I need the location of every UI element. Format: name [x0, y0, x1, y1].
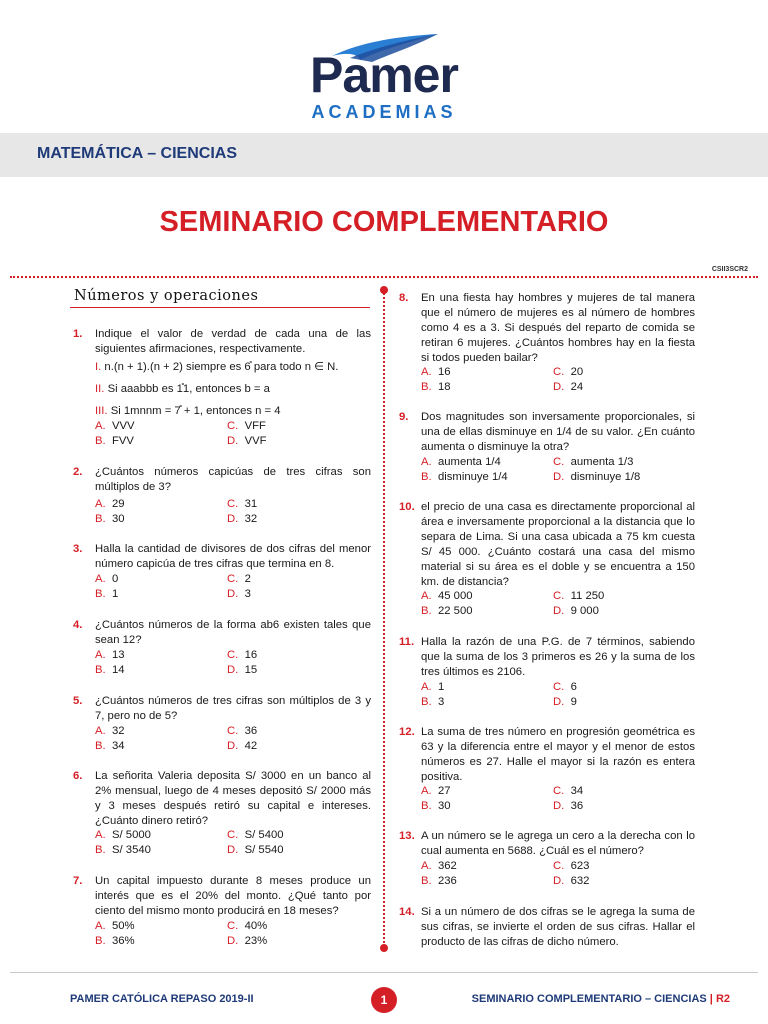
answer-option — [227, 934, 267, 949]
answer-option — [553, 380, 583, 395]
option-value: disminuye 1/8 — [570, 471, 641, 483]
answer-option — [421, 695, 444, 710]
answer-option — [227, 587, 251, 602]
answer-option — [227, 828, 284, 843]
option-letter: C. — [227, 498, 239, 510]
top-divider — [10, 276, 758, 278]
option-letter: A. — [95, 498, 106, 510]
answer-option — [227, 919, 267, 934]
question-1 — [73, 327, 371, 449]
answer-option — [421, 604, 473, 619]
question-4 — [73, 618, 371, 678]
answer-option — [95, 919, 135, 934]
question-number: 5. — [73, 695, 83, 707]
option-value: disminuye 1/4 — [437, 471, 508, 483]
option-value: 3 — [244, 588, 251, 600]
answer-option — [227, 497, 257, 512]
option-letter: B. — [421, 471, 432, 483]
option-value: VVV — [111, 420, 135, 432]
option-letter: D. — [553, 471, 565, 483]
page-number: 1 — [371, 987, 397, 1013]
answer-option — [421, 784, 451, 799]
question-text: Dos magnitudes son inversamente proporcionales, si una de ellas disminuye en 1/4 de su valor. ¿En cuánto aumenta o disminuye la otra? — [421, 411, 695, 453]
option-letter: B. — [421, 696, 432, 708]
option-value: 1 — [437, 681, 445, 693]
option-value: 22 500 — [437, 605, 473, 617]
option-value: 30 — [437, 800, 451, 812]
answer-option — [227, 663, 257, 678]
option-letter: D. — [553, 875, 565, 887]
option-letter: B. — [421, 605, 432, 617]
option-value: 3 — [437, 696, 445, 708]
question-number: 9. — [399, 411, 409, 423]
document-code: CSII3SCR2 — [711, 266, 748, 273]
option-value: VFF — [244, 420, 266, 432]
option-letter: D. — [553, 381, 565, 393]
option-letter: C. — [553, 681, 565, 693]
statement-text: Si aaabbb es 1̊1, entonces b = a — [107, 383, 270, 395]
option-value: 2 — [244, 573, 251, 585]
statement-3 — [95, 404, 281, 419]
option-value: S/ 5540 — [244, 844, 284, 856]
answer-option — [95, 572, 118, 587]
subject-label: MATEMÁTICA – CIENCIAS — [37, 145, 237, 162]
option-letter: D. — [553, 605, 565, 617]
subject-band — [0, 133, 768, 177]
answer-option — [553, 695, 577, 710]
option-value: 31 — [244, 498, 258, 510]
question-text: ¿Cuántos números de la forma ab6 existen tales que sean 12? — [95, 619, 371, 646]
option-value: 23% — [244, 935, 268, 947]
option-letter: A. — [95, 829, 106, 841]
answer-option — [553, 799, 583, 814]
statement-2 — [95, 382, 270, 397]
option-letter: C. — [553, 366, 565, 378]
option-letter: A. — [421, 590, 432, 602]
option-letter: B. — [95, 935, 106, 947]
option-value: 45 000 — [437, 590, 473, 602]
option-letter: B. — [421, 875, 432, 887]
divider-dot-bottom — [380, 944, 388, 952]
answer-option — [95, 724, 125, 739]
option-letter: B. — [95, 664, 106, 676]
question-number: 3. — [73, 543, 83, 555]
option-letter: C. — [227, 573, 239, 585]
answer-option — [95, 663, 125, 678]
question-5 — [73, 694, 371, 754]
option-letter: D. — [227, 935, 239, 947]
answer-option — [421, 365, 451, 380]
option-letter: C. — [227, 725, 239, 737]
answer-option — [553, 365, 583, 380]
option-letter: C. — [227, 420, 239, 432]
question-text: Si a un número de dos cifras se le agrega la suma de sus cifras, se invierte el orden de sus cifras. Hallar el producto de las cifras de dicho número. — [421, 906, 695, 948]
answer-option — [553, 680, 577, 695]
option-value: S/ 3540 — [111, 844, 151, 856]
question-text: ¿Cuántos números capicúas de tres cifras son múltiplos de 3? — [95, 466, 371, 493]
statement-label: II. — [95, 383, 105, 395]
option-letter: D. — [227, 513, 239, 525]
footer-section-label: SEMINARIO COMPLEMENTARIO – CIENCIAS — [471, 993, 707, 1005]
option-value: FVV — [111, 435, 134, 447]
question-text: Halla la cantidad de divisores de dos cifras del menor número capicúa de tres cifras que termina en 8. — [95, 543, 371, 570]
answer-option — [95, 828, 151, 843]
question-text: Indique el valor de verdad de cada una de las siguientes afirmaciones, respectivamente. — [95, 328, 371, 355]
column-divider — [383, 290, 385, 950]
option-value: 50% — [111, 920, 135, 932]
question-10 — [399, 500, 695, 619]
question-number: 1. — [73, 328, 83, 340]
question-text: ¿Cuántos números de tres cifras son múltiplos de 3 y 7, pero no de 5? — [95, 695, 371, 722]
answer-option — [95, 934, 135, 949]
question-9 — [399, 410, 695, 485]
option-letter: D. — [227, 664, 239, 676]
option-value: 32 — [111, 725, 125, 737]
question-text: Un capital impuesto durante 8 meses produce un interés que es el 20% del monto. ¿Qué tanto por ciento del mismo monto producirá en 18 meses? — [95, 875, 371, 917]
option-letter: C. — [553, 590, 565, 602]
logo-subtitle: ACADEMIAS — [311, 102, 457, 122]
question-text: La señorita Valeria deposita S/ 3000 en un banco al 2% mensual, luego de 4 meses depositó S/ 2000 más y 3 meses después retiró su capital e intereses. ¿Cuánto dinero retiró? — [95, 770, 371, 827]
statement-text: Si 1mnnm = 7̊ + 1, entonces n = 4 — [110, 405, 281, 417]
answer-option — [421, 380, 451, 395]
option-value: VVF — [244, 435, 267, 447]
option-letter: B. — [421, 800, 432, 812]
answer-option — [553, 455, 633, 470]
answer-option — [95, 648, 125, 663]
answer-option — [227, 512, 257, 527]
option-value: 29 — [111, 498, 125, 510]
option-value: 6 — [570, 681, 577, 693]
option-letter: B. — [95, 513, 106, 525]
question-text: el precio de una casa es directamente proporcional al área e inversamente proporcional a la distancia que lo separa de Lima. Si una casa ubicada a 75 km cuesta S/ 45 000. ¿Cuánto costará una casa del mismo material si su área es el doble y se encuentra a 150 km. de distancia? — [421, 501, 695, 588]
question-8 — [399, 291, 695, 395]
question-text: La suma de tres número en progresión geométrica es 63 y la diferencia entre el mayor y el menor de estos números es 27. Halle el mayor si la razón es entera positiva. — [421, 726, 695, 783]
option-value: 18 — [437, 381, 451, 393]
answer-option — [95, 512, 125, 527]
answer-option — [227, 739, 257, 754]
question-14 — [399, 905, 695, 965]
option-value: 40% — [244, 920, 268, 932]
answer-option — [95, 419, 135, 434]
option-value: 236 — [437, 875, 457, 887]
option-value: 0 — [111, 573, 119, 585]
answer-option — [227, 419, 266, 434]
option-value: 15 — [244, 664, 258, 676]
option-letter: C. — [227, 920, 239, 932]
answer-option — [421, 680, 444, 695]
question-number: 8. — [399, 292, 409, 304]
question-6 — [73, 769, 371, 858]
answer-option — [227, 572, 251, 587]
statement-1 — [95, 360, 338, 375]
question-number: 13. — [399, 830, 415, 842]
option-letter: B. — [95, 435, 106, 447]
option-letter: A. — [421, 366, 432, 378]
option-letter: A. — [95, 649, 106, 661]
answer-option — [95, 843, 151, 858]
option-value: 13 — [111, 649, 125, 661]
option-value: 623 — [570, 860, 590, 872]
option-value: 36 — [244, 725, 258, 737]
question-number: 12. — [399, 726, 415, 738]
answer-option — [421, 589, 473, 604]
option-letter: D. — [227, 588, 239, 600]
question-number: 11. — [399, 636, 415, 648]
option-value: aumenta 1/3 — [570, 456, 634, 468]
footer-course: PAMER CATÓLICA REPASO 2019-II — [70, 993, 254, 1005]
option-value: 20 — [570, 366, 584, 378]
option-letter: B. — [95, 844, 106, 856]
answer-option — [553, 589, 604, 604]
question-number: 4. — [73, 619, 83, 631]
section-title: Números y operaciones — [74, 288, 259, 304]
footer-separator: | — [709, 993, 713, 1005]
answer-option — [421, 859, 457, 874]
question-2 — [73, 465, 371, 527]
option-value: 1 — [111, 588, 119, 600]
option-value: 36% — [111, 935, 135, 947]
option-letter: A. — [95, 920, 106, 932]
option-value: 34 — [111, 740, 125, 752]
answer-option — [421, 799, 451, 814]
section-underline — [70, 307, 370, 308]
option-value: 36 — [570, 800, 584, 812]
answer-option — [553, 859, 589, 874]
option-letter: D. — [553, 696, 565, 708]
option-value: 30 — [111, 513, 125, 525]
answer-option — [227, 434, 267, 449]
option-letter: A. — [421, 681, 432, 693]
question-number: 14. — [399, 906, 415, 918]
option-letter: A. — [421, 860, 432, 872]
option-letter: D. — [553, 800, 565, 812]
option-letter: A. — [95, 420, 106, 432]
pamer-logo — [0, 14, 768, 122]
answer-option — [95, 739, 125, 754]
option-letter: D. — [227, 844, 239, 856]
statement-label: III. — [95, 405, 108, 417]
question-number: 6. — [73, 770, 83, 782]
option-value: S/ 5400 — [244, 829, 284, 841]
option-value: 9 000 — [570, 605, 599, 617]
option-letter: C. — [227, 649, 239, 661]
option-letter: B. — [95, 588, 106, 600]
option-letter: D. — [227, 740, 239, 752]
option-value: 32 — [244, 513, 258, 525]
question-11 — [399, 635, 695, 710]
option-value: 16 — [244, 649, 258, 661]
answer-option — [95, 434, 134, 449]
option-letter: A. — [95, 573, 106, 585]
question-3 — [73, 542, 371, 602]
statement-text: n.(n + 1).(n + 2) siempre es 6̊ para todo n ∈ N. — [104, 361, 339, 373]
option-value: 24 — [570, 381, 584, 393]
option-letter: D. — [227, 435, 239, 447]
option-value: 16 — [437, 366, 451, 378]
option-letter: C. — [227, 829, 239, 841]
option-value: 27 — [437, 785, 451, 797]
page-title: SEMINARIO COMPLEMENTARIO — [159, 206, 609, 238]
logo-wordmark: Pamer — [310, 47, 458, 103]
answer-option — [553, 604, 599, 619]
question-text: En una fiesta hay hombres y mujeres de tal manera que el número de mujeres es al número de hombres como 4 es a 3. Si después del reparto de comida se retiran 6 mujeres. ¿Cuántos hombres hay en la fiesta si todos pueden bailar? — [421, 292, 695, 364]
option-letter: A. — [421, 456, 432, 468]
question-number: 10. — [399, 501, 415, 513]
divider-dot-top — [380, 286, 388, 294]
option-letter: B. — [95, 740, 106, 752]
answer-option — [553, 874, 589, 889]
option-value: 632 — [570, 875, 590, 887]
question-12 — [399, 725, 695, 814]
answer-option — [421, 455, 501, 470]
option-letter: A. — [95, 725, 106, 737]
question-number: 7. — [73, 875, 83, 887]
option-letter: A. — [421, 785, 432, 797]
question-13 — [399, 829, 695, 889]
question-text: A un número se le agrega un cero a la derecha con lo cual aumenta en 5688. ¿Cuál es el número? — [421, 830, 695, 857]
answer-option — [227, 648, 257, 663]
answer-option — [95, 497, 125, 512]
option-value: 14 — [111, 664, 125, 676]
answer-option — [227, 724, 257, 739]
answer-option — [553, 470, 640, 485]
answer-option — [421, 470, 508, 485]
question-text: Halla la razón de una P.G. de 7 términos, sabiendo que la suma de los 3 primeros es 26 y la suma de los tres últimos es 2106. — [421, 636, 695, 678]
statement-label: I. — [95, 361, 102, 373]
answer-option — [227, 843, 284, 858]
option-letter: C. — [553, 785, 565, 797]
option-letter: B. — [421, 381, 432, 393]
option-letter: C. — [553, 860, 565, 872]
answer-option — [421, 874, 457, 889]
question-number: 2. — [73, 466, 83, 478]
answer-option — [553, 784, 583, 799]
answer-option — [95, 587, 118, 602]
option-value: 9 — [570, 696, 577, 708]
option-letter: C. — [553, 456, 565, 468]
footer-section — [472, 993, 730, 1005]
option-value: 362 — [437, 860, 457, 872]
option-value: 42 — [244, 740, 258, 752]
question-7 — [73, 874, 371, 949]
option-value: 11 250 — [570, 590, 605, 602]
option-value: aumenta 1/4 — [437, 456, 501, 468]
footer-divider — [10, 972, 758, 973]
option-value: S/ 5000 — [111, 829, 151, 841]
footer-code: R2 — [715, 993, 730, 1005]
option-value: 34 — [570, 785, 584, 797]
